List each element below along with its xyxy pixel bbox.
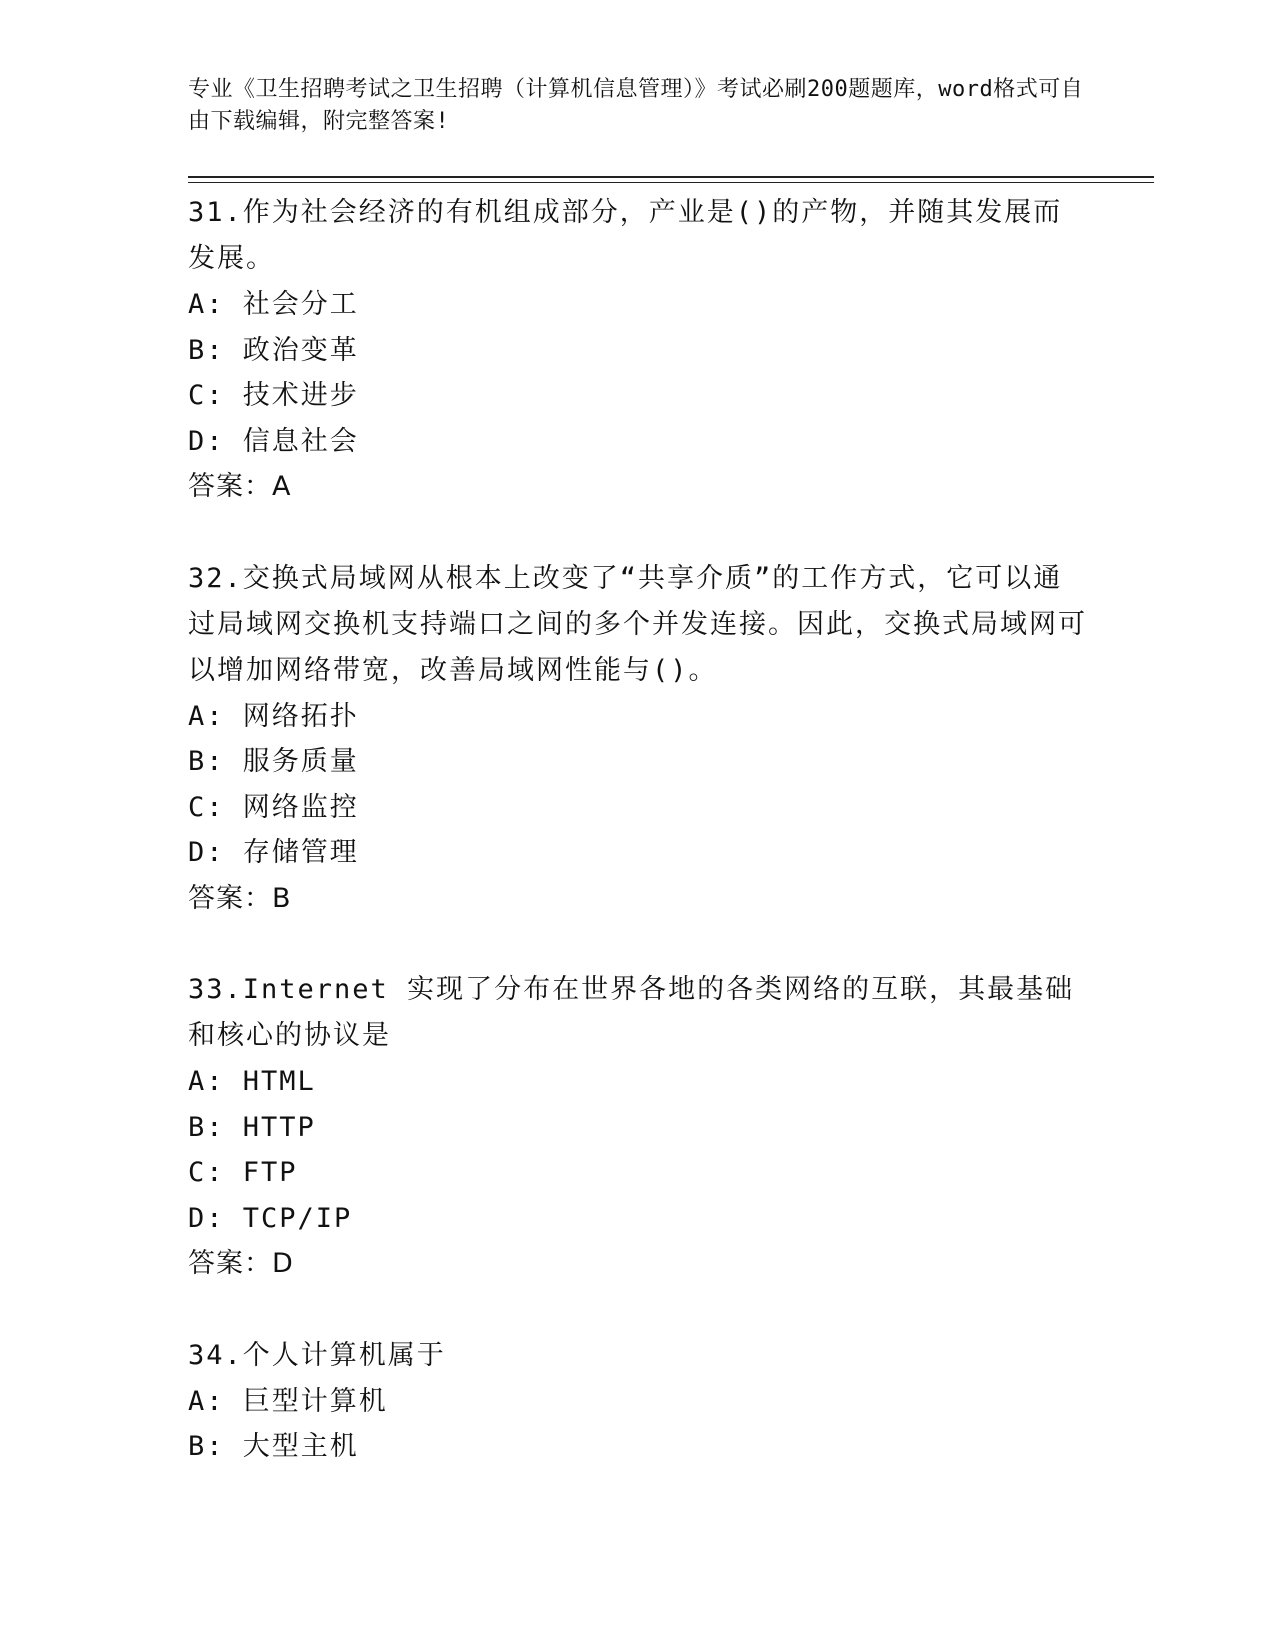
answer-line: 答案：A [188,471,292,502]
option-c: C: FTP [188,1157,298,1188]
option-b: B: 大型主机 [188,1431,359,1462]
option-a: A: 网络拓扑 [188,700,359,732]
option-d: D: TCP/IP [188,1202,353,1234]
option-b: B: 政治变革 [188,334,359,366]
question-list [188,190,1088,1516]
question-stem: 33.Internet 实现了分布在世界各地的各类网络的互联，其最基础和核心的协议是 [188,974,1075,1051]
question-stem: 34.个人计算机属于 [188,1339,446,1371]
question-31 [188,190,1088,510]
question-32 [188,556,1088,922]
option-d: D: 信息社会 [188,425,359,457]
question-34 [188,1333,1088,1470]
question-stem: 31.作为社会经济的有机组成部分，产业是()的产物，并随其发展而发展。 [188,197,1063,274]
option-a: A: 社会分工 [188,289,359,320]
header-divider-thin [188,182,1154,183]
option-a: A: HTML [188,1066,316,1097]
header-divider-thick [188,176,1154,178]
option-a: A: 巨型计算机 [188,1385,388,1417]
document-header: 专业《卫生招聘考试之卫生招聘（计算机信息管理）》考试必刷200题题库，word格式可自由下载编辑，附完整答案! [188,77,1084,134]
option-b: B: 服务质量 [188,746,359,777]
question-33 [188,967,1088,1287]
option-b: B: HTTP [188,1111,316,1143]
option-d: D: 存储管理 [188,837,359,868]
option-c: C: 技术进步 [188,380,359,411]
option-c: C: 网络监控 [188,791,359,823]
answer-line: 答案：D [188,1248,294,1279]
answer-line: 答案：B [188,882,292,914]
question-stem: 32.交换式局域网从根本上改变了“共享介质”的工作方式，它可以通过局域网交换机支持端口之间的多个并发连接。因此，交换式局域网可以增加网络带宽，改善局域网性能与()。 [188,562,1087,686]
